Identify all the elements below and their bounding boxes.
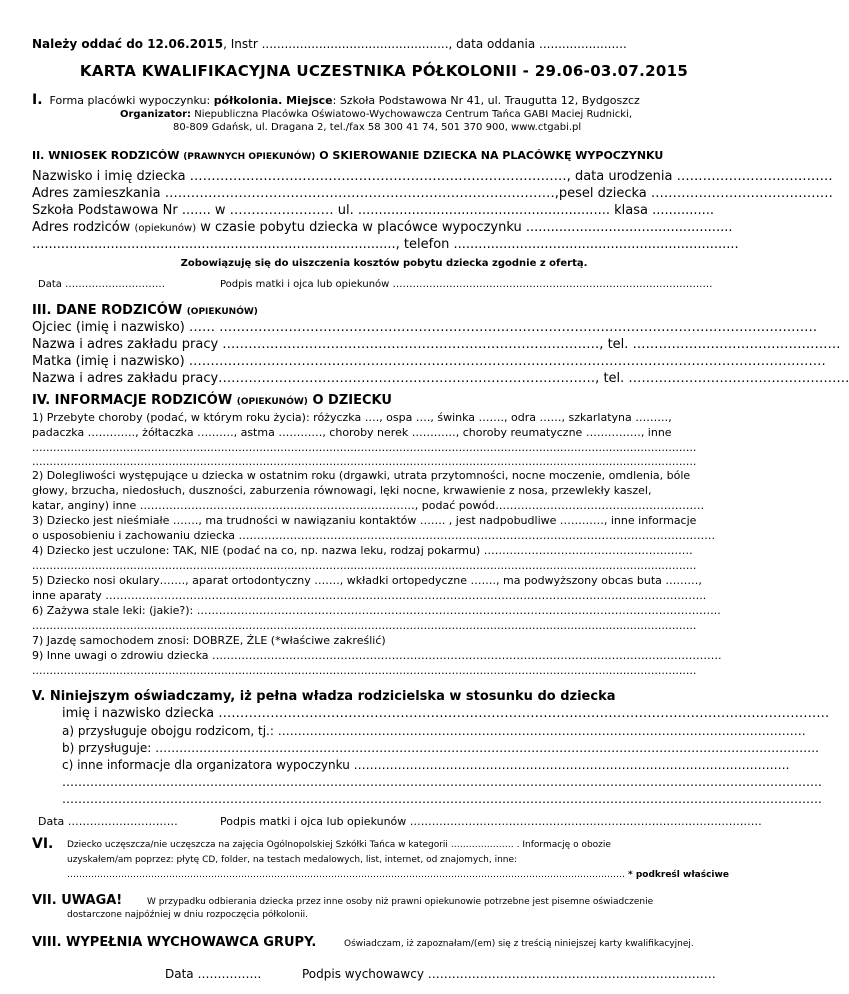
section6-number: VI. (32, 836, 54, 852)
section2-heading-small: (PRAWNYCH OPIEKUNÓW) (183, 152, 316, 162)
section7-heading: VII. UWAGA! (32, 893, 123, 908)
organizer-info-line-2[interactable]: ………………………………………………………………………………………………………………………………………………………………………. (62, 775, 822, 789)
father-name-field[interactable]: Ojciec (imię i nazwisko) …… ………………………………………………………………………………………………………………………… (32, 320, 818, 335)
section2-heading (32, 149, 663, 162)
behaviour-line-2[interactable]: o usposobieniu i zachowaniu dziecka …………………………………………………………………………………………………………………. (32, 529, 715, 542)
section3-heading-small: (OPIEKUNÓW) (186, 307, 258, 317)
health-notes-line-2[interactable]: .............................................................................................................................................................................................. (32, 664, 697, 677)
authority-both-field[interactable]: a) przysługuje obojgu rodzicom, tj.: …………………………………………………………………………………………………………………… (62, 724, 806, 738)
header-line (32, 37, 627, 51)
parents-address-rest: w czasie pobytu dziecka w placówce wypoczynku .................................................. (196, 220, 733, 235)
ailments-line-2[interactable]: głowy, brzucha, niedosłuch, duszności, zaburzenia równowagi, lęki nocne, krwawienie z nosa, przewlekły kaszel, (32, 484, 652, 497)
section2-date-field[interactable]: Data ………………………… (38, 279, 166, 290)
parents-address-label: Adres rodziców (32, 220, 135, 235)
illnesses-line-1[interactable]: 1) Przebyte choroby (podać, w którym roku życia): różyczka …., ospa …., świnka ……., odra ……, szkarlatyna ………, (32, 411, 672, 424)
child-name-field-v[interactable]: imię i nazwisko dziecka …………………………………………………………………………………………………………………………… (62, 706, 830, 721)
authority-one-field[interactable]: b) przysługuje: …………………………………………………………………………………………………………………………………………………. (62, 741, 819, 755)
health-notes-line-1[interactable]: 9) Inne uwagi o zdrowiu dziecka …………………………………………………………………………………………………………………………. (32, 649, 722, 662)
section5-signature-field[interactable]: Podpis matki i ojca lub opiekunów …………………………………………………………………………………… (220, 815, 762, 828)
section4-heading-rest: O DZIECKU (307, 393, 392, 408)
organizer-info-line-3[interactable]: ………………………………………………………………………………………………………………………………………………………………………. (62, 792, 822, 806)
section2-signature-field[interactable]: Podpis matki i ojca lub opiekunów …………………………………………………………………………………… (220, 279, 713, 290)
ailments-line-1[interactable]: 2) Dolegliwości występujące u dziecka w ostatnim roku (drgawki, utrata przytomności, nocne moczenie, omdlenia, bóle (32, 469, 691, 482)
section5-date-field[interactable]: Data ………………………… (38, 815, 178, 828)
medication-line-1[interactable]: 6) Zażywa stale leki: (jakie?): …………………………………………………………………………………………………………………………….. (32, 604, 721, 617)
underline-note: * podkreśl właściwe (628, 870, 729, 880)
section4-heading-main: IV. INFORMACJE RODZICÓW (32, 393, 237, 408)
ailments-line-3[interactable]: katar, anginy) inne …………………………………………………………………, podać powód………………………………………………… (32, 499, 705, 512)
illnesses-line-3[interactable]: .............................................................................................................................................................................................. (32, 441, 697, 454)
caretaker-statement: Oświadczam, iż zapoznałam/(em) się z treścią niniejszej karty kwalifikacyjnej. (344, 939, 694, 949)
illnesses-line-2[interactable]: padaczka …………., żółtaczka ………., astma …………, choroby nerek …………, choroby reumatyczne ……………, inne (32, 426, 672, 439)
section1-form-label: Forma placówki wypoczynku: (49, 94, 214, 107)
parents-address-small: (opiekunów) (134, 223, 197, 234)
aids-line-1[interactable]: 5) Dziecko nosi okulary……., aparat ortodontyczny ……., wkładki ortopedyczne ……., ma podwyższony obcas buta ………, (32, 574, 702, 587)
phone-field[interactable]: ........................................................................................, telefon ..................................................................... (32, 237, 739, 252)
medication-line-2[interactable]: .............................................................................................................................................................................................. (32, 619, 697, 632)
due-date-label: Należy oddać do 12.06.2015 (32, 37, 224, 51)
section2-heading-rest: O SKIEROWANIE DZIECKA NA PLACÓWKĘ WYPOCZYNKU (315, 149, 664, 162)
section1-line1 (32, 92, 640, 108)
cost-pledge: Zobowiązuję się do uiszczenia kosztów pobytu dziecka zgodnie z ofertą. (180, 258, 588, 269)
allergy-line-2[interactable]: .............................................................................................................................................................................................. (32, 559, 697, 572)
organizer-name: Niepubliczna Placówka Oświatowo-Wychowawcza Centrum Tańca GABI Maciej Rudnicki, (191, 109, 633, 120)
father-work-field[interactable]: Nazwa i adres zakładu pracy ……………………………………………………………………………, tel. ………………………………………… (32, 337, 841, 352)
section1-number: I. (32, 92, 43, 108)
section1-form-value: półkolonia. Miejsce (213, 94, 333, 107)
organizer-label: Organizator: (120, 109, 192, 120)
section4-heading (32, 393, 392, 408)
info-source-other-line[interactable]: …………………………………………………………………………………………………………………………………………………………………… (67, 870, 625, 880)
section5-heading: V. Niniejszym oświadczamy, iż pełna władza rodzicielska w stosunku do dziecka (32, 689, 616, 704)
organizer-address: 80-809 Gdańsk, ul. Dragana 2, tel./fax 58 300 41 74, 501 370 900, www.ctgabi.pl (173, 122, 582, 133)
section2-heading-main: II. WNIOSEK RODZICÓW (32, 149, 184, 162)
section8-heading: VIII. WYPEŁNIA WYCHOWAWCA GRUPY. (32, 935, 317, 950)
instructor-date-label: , Instr ................................................., data oddania ....................... (223, 37, 627, 51)
caretaker-date-field[interactable]: Data ……………. (165, 967, 262, 981)
section3-heading (32, 303, 258, 318)
illnesses-line-4[interactable]: .............................................................................................................................................................................................. (32, 455, 697, 468)
info-source-line[interactable]: uzyskałem/am poprzez: płytę CD, folder, na testach medalowych, list, internet, od znajomych, inne: (67, 855, 518, 865)
section1-place-value: : Szkoła Podstawowa Nr 41, ul. Traugutta 12, Bydgoszcz (332, 94, 640, 107)
section4-heading-small: (OPIEKUNÓW) (236, 397, 308, 407)
aids-line-2[interactable]: inne aparaty ……………………………………………………………………………………………………………………………………………….. (32, 589, 707, 602)
pickup-notice: W przypadku odbierania dziecka przez inne osoby niż prawni opiekunowie potrzebne jest pisemne oświadczenie (147, 897, 654, 907)
organizer-info-field[interactable]: c) inne informacje dla organizatora wypoczynku ………………………………………………………………………………………………. (62, 758, 790, 772)
page-title: KARTA KWALIFIKACYJNA UCZESTNIKA PÓŁKOLONII - 29.06-03.07.2015 (79, 62, 689, 80)
section3-heading-main: III. DANE RODZICÓW (32, 303, 187, 318)
section1-organizer (120, 109, 632, 120)
pickup-notice-2: dostarczone najpóźniej w dniu rozpoczęcia półkolonii. (67, 910, 308, 920)
behaviour-line-1[interactable]: 3) Dziecko jest nieśmiałe ……., ma trudności w nawiązaniu kontaktów ……. , jest nadpobudliwe …………, inne informacje (32, 514, 697, 527)
car-travel-line[interactable]: 7) Jazdę samochodem znosi: DOBRZE, ŹLE (*właściwe zakreślić) (32, 634, 386, 647)
address-field[interactable]: Adres zamieszkania ………………………………………………………………………………,pesel dziecka …………………………………… (32, 186, 833, 201)
mother-work-field[interactable]: Nazwa i adres zakładu pracy……………………………………………………………………………, tel. …………………………………………… (32, 371, 849, 386)
child-name-field[interactable]: Nazwisko i imię dziecka ……………………………………………………………………………, data urodzenia ……………………………… (32, 169, 833, 184)
caretaker-signature-field[interactable]: Podpis wychowawcy ……………………………………………………………… (302, 967, 716, 981)
allergy-line-1[interactable]: 4) Dziecko jest uczulone: TAK, NIE (podać na co, np. nazwa leku, rodzaj pokarmu) ………………………………………………… (32, 544, 693, 557)
school-field[interactable]: Szkoła Podstawowa Nr ....... w …………………… ul. ............................................................. klasa ............... (32, 203, 715, 218)
mother-name-field[interactable]: Matka (imię i nazwisko) ………………………………………………………………………………………………………………………………… (32, 354, 826, 369)
dance-school-line[interactable]: Dziecko uczęszcza/nie uczęszcza na zajęcia Ogólnopolskiej Szkółki Tańca w kategorii ………………… . Informację o obozie (67, 840, 611, 850)
parents-address-field[interactable] (32, 220, 738, 235)
